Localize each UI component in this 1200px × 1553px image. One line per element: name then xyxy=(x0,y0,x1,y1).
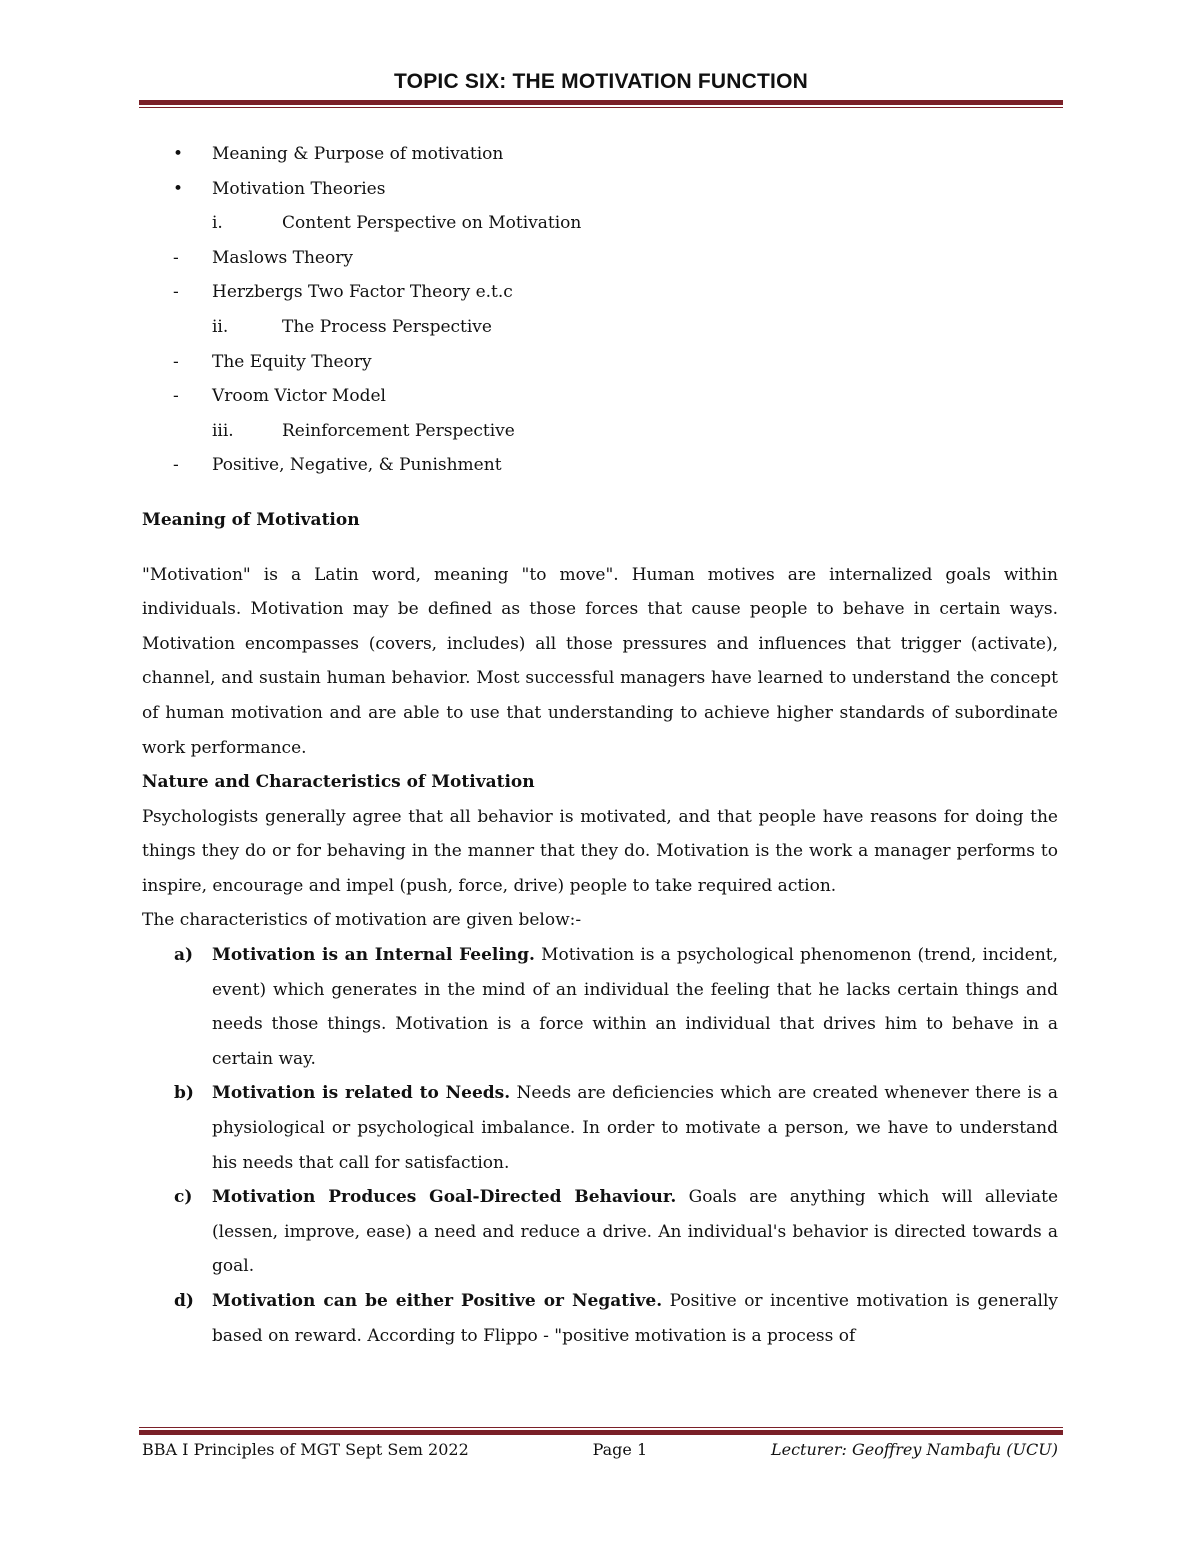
document-body xyxy=(142,137,1058,1353)
characteristic-item xyxy=(142,1284,1058,1353)
footer-rule-thin xyxy=(139,1427,1063,1428)
outline-text: Positive, Negative, & Punishment xyxy=(212,455,502,476)
outline-marker: iii. xyxy=(212,420,234,441)
outline-marker: ii. xyxy=(212,316,229,337)
characteristic-item xyxy=(142,938,1058,1076)
outline-marker: • xyxy=(173,144,184,164)
outline-item xyxy=(142,241,1058,276)
characteristic-item xyxy=(142,1180,1058,1284)
characteristic-item xyxy=(142,1076,1058,1180)
footer-course: BBA I Principles of MGT Sept Sem 2022 xyxy=(142,1440,469,1459)
outline-item xyxy=(142,137,1058,172)
footer-lecturer: Lecturer: Geoffrey Nambafu (UCU) xyxy=(770,1440,1058,1459)
outline-item xyxy=(142,345,1058,380)
outline-marker: - xyxy=(173,386,179,407)
footer-page-number: Page 1 xyxy=(592,1440,648,1459)
outline-marker: • xyxy=(173,178,184,199)
topic-outline xyxy=(142,137,1058,483)
page-title: TOPIC SIX: THE MOTIVATION FUNCTION xyxy=(394,70,808,93)
item-lead: Motivation can be either Positive or Negative. xyxy=(212,1291,663,1311)
item-text: Motivation is a psychological phenomenon (trend, incident, event) which generates in the mind of an individual the feeling that he lacks certain things and needs those things. Motivation is a force within an individual that drives him to behave in a certain way. xyxy=(212,945,1058,1069)
outline-text: The Equity Theory xyxy=(212,351,372,372)
meaning-heading: Meaning of Motivation xyxy=(142,509,360,530)
outline-marker: - xyxy=(173,351,179,372)
outline-marker: i. xyxy=(212,213,223,234)
outline-text: Vroom Victor Model xyxy=(212,386,386,407)
item-lead: Motivation is related to Needs. xyxy=(212,1083,511,1104)
item-letter: c) xyxy=(174,1187,193,1208)
outline-text: Reinforcement Perspective xyxy=(282,420,515,441)
page-header xyxy=(139,70,1063,94)
spacer xyxy=(142,538,1058,558)
characteristics-list xyxy=(142,938,1058,1353)
outline-marker: - xyxy=(173,282,179,303)
outline-item xyxy=(142,310,1058,345)
outline-text: Herzbergs Two Factor Theory e.t.c xyxy=(212,282,513,303)
outline-item xyxy=(142,172,1058,207)
outline-item xyxy=(142,414,1058,449)
characteristics-intro: The characteristics of motivation are given below:- xyxy=(142,910,582,931)
item-text: Positive or incentive motivation is generally based on reward. According to Flippo - "positive motivation is a process of xyxy=(212,1291,1058,1346)
meaning-paragraph: "Motivation" is a Latin word, meaning "to move". Human motives are internalized goals within individuals. Motivation may be defined as those forces that cause people to behave in certain ways. Motivation encompasses (covers, includes) all those pressures and influences that trigger (activate), channel, and sustain human behavior. Most successful managers have learned to understand the concept of human motivation and are able to use that understanding to achieve higher standards of subordinate work performance. xyxy=(142,564,1058,758)
nature-heading: Nature and Characteristics of Motivation xyxy=(142,772,535,793)
item-text: Needs are deficiencies which are created whenever there is a physiological or psychological imbalance. In order to motivate a person, we have to understand his needs that call for satisfaction. xyxy=(212,1083,1058,1173)
header-rule-thin xyxy=(139,107,1063,108)
outline-item xyxy=(142,379,1058,414)
outline-item xyxy=(142,206,1058,241)
outline-item xyxy=(142,448,1058,483)
outline-marker: - xyxy=(173,455,179,476)
page-footer xyxy=(142,1440,1058,1459)
header-rule xyxy=(139,100,1063,105)
item-text: Goals are anything which will alleviate (lessen, improve, ease) a need and reduce a drive. An individual's behavior is directed towards a goal. xyxy=(212,1187,1058,1277)
item-lead: Motivation is an Internal Feeling. xyxy=(212,945,535,966)
item-letter: d) xyxy=(174,1291,194,1311)
outline-item xyxy=(142,275,1058,310)
nature-paragraph: Psychologists generally agree that all behavior is motivated, and that people have reasons for doing the things they do or for behaving in the manner that they do. Motivation is the work a manager performs to inspire, encourage and impel (push, force, drive) people to take required action. xyxy=(142,806,1058,896)
item-letter: b) xyxy=(174,1083,194,1104)
outline-text: Motivation Theories xyxy=(212,178,386,199)
outline-text: Maslows Theory xyxy=(212,247,353,268)
item-lead: Motivation Produces Goal-Directed Behaviour. xyxy=(212,1187,677,1208)
item-letter: a) xyxy=(174,945,194,966)
footer-rule xyxy=(139,1430,1063,1435)
outline-marker: - xyxy=(173,247,179,268)
outline-text: Meaning & Purpose of motivation xyxy=(212,144,504,164)
outline-text: The Process Perspective xyxy=(282,316,492,337)
outline-text: Content Perspective on Motivation xyxy=(282,213,582,234)
